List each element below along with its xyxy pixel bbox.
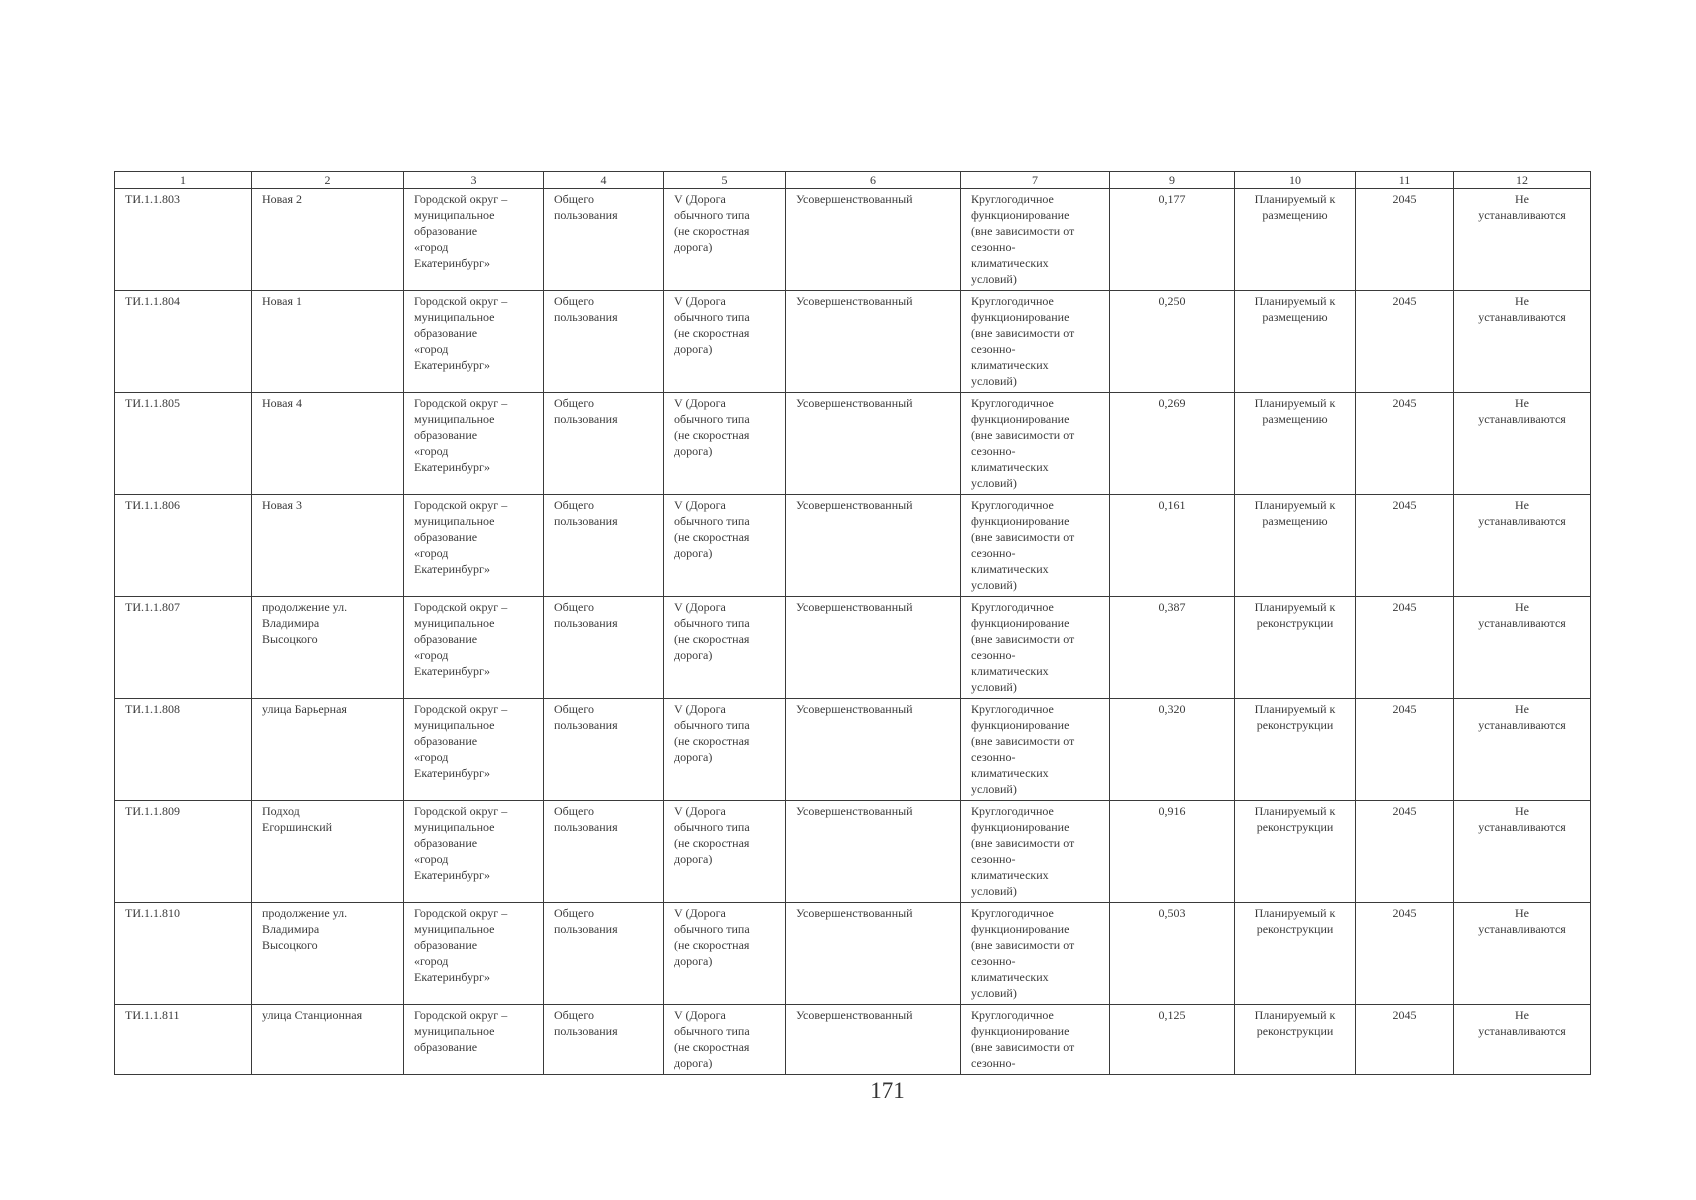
- cell-status-text: Планируемый к реконструкции: [1254, 906, 1336, 936]
- cell-road-name: [252, 291, 404, 393]
- cell-category: [664, 189, 786, 291]
- cell-road-name: [252, 495, 404, 597]
- column-header: 2: [252, 172, 404, 189]
- cell-length: [1110, 1005, 1235, 1075]
- cell-usage-text: Общего пользования: [554, 600, 618, 630]
- cell-object-id-text: ТИ.1.1.807: [125, 600, 180, 614]
- cell-road-name: [252, 597, 404, 699]
- cell-road-name-text: Новая 2: [262, 192, 303, 206]
- cell-object-id-text: ТИ.1.1.808: [125, 702, 180, 716]
- cell-length: [1110, 801, 1235, 903]
- cell-district: [404, 189, 544, 291]
- cell-year: [1356, 597, 1454, 699]
- cell-year: [1356, 291, 1454, 393]
- cell-usage-text: Общего пользования: [554, 804, 618, 834]
- table-row: [115, 291, 1591, 393]
- cell-usage: [544, 597, 664, 699]
- cell-year-text: 2045: [1392, 498, 1417, 512]
- cell-object-id: [115, 1005, 252, 1075]
- cell-year: [1356, 801, 1454, 903]
- cell-length-text: 0,916: [1158, 804, 1186, 818]
- cell-road-name: [252, 699, 404, 801]
- cell-length: [1110, 903, 1235, 1005]
- cell-object-id-text: ТИ.1.1.810: [125, 906, 180, 920]
- cell-operation: [961, 291, 1110, 393]
- cell-status: [1235, 699, 1356, 801]
- cell-district-text: Городской округ – муниципальное образование «город Екатеринбург»: [414, 804, 508, 882]
- cell-length-text: 0,250: [1158, 294, 1186, 308]
- cell-road-name: [252, 393, 404, 495]
- cell-year-text: 2045: [1392, 600, 1417, 614]
- cell-year-text: 2045: [1392, 804, 1417, 818]
- cell-usage-text: Общего пользования: [554, 294, 618, 324]
- cell-status-text: Планируемый к реконструкции: [1254, 702, 1336, 732]
- column-header: 1: [115, 172, 252, 189]
- road-table: [114, 171, 1591, 1075]
- cell-year: [1356, 393, 1454, 495]
- cell-year-text: 2045: [1392, 396, 1417, 410]
- cell-district-text: Городской округ – муниципальное образование «город Екатеринбург»: [414, 702, 508, 780]
- cell-usage-text: Общего пользования: [554, 1008, 618, 1038]
- cell-surface-text: Усовершенствованный: [796, 600, 913, 614]
- cell-status: [1235, 189, 1356, 291]
- cell-length-text: 0,387: [1158, 600, 1186, 614]
- cell-category-text: V (Дорога обычного типа (не скоростная дорога): [674, 702, 750, 764]
- cell-usage: [544, 1005, 664, 1075]
- cell-category-text: V (Дорога обычного типа (не скоростная дорога): [674, 396, 750, 458]
- cell-usage: [544, 393, 664, 495]
- column-header: 11: [1356, 172, 1454, 189]
- cell-year-text: 2045: [1392, 294, 1417, 308]
- column-header: 10: [1235, 172, 1356, 189]
- cell-operation-text: Круглогодичное функционирование (вне зависимости от сезонно- климатических условий): [971, 906, 1075, 1000]
- cell-district: [404, 903, 544, 1005]
- cell-usage: [544, 189, 664, 291]
- cell-operation: [961, 189, 1110, 291]
- column-header: 5: [664, 172, 786, 189]
- cell-length: [1110, 495, 1235, 597]
- cell-district-text: Городской округ – муниципальное образование: [414, 1008, 508, 1054]
- column-header: 3: [404, 172, 544, 189]
- table-row: [115, 189, 1591, 291]
- cell-operation: [961, 393, 1110, 495]
- table-body: [115, 189, 1591, 1075]
- cell-zones: [1454, 699, 1591, 801]
- cell-surface: [786, 495, 961, 597]
- cell-category-text: V (Дорога обычного типа (не скоростная дорога): [674, 498, 750, 560]
- cell-category: [664, 1005, 786, 1075]
- cell-year-text: 2045: [1392, 192, 1417, 206]
- column-header: 12: [1454, 172, 1591, 189]
- cell-road-name-text: продолжение ул. Владимира Высоцкого: [262, 600, 348, 646]
- cell-operation-text: Круглогодичное функционирование (вне зависимости от сезонно- климатических условий): [971, 396, 1075, 490]
- cell-operation-text: Круглогодичное функционирование (вне зависимости от сезонно- климатических условий): [971, 498, 1075, 592]
- cell-district: [404, 495, 544, 597]
- cell-status: [1235, 597, 1356, 699]
- cell-zones-text: Не устанавливаются: [1478, 600, 1566, 630]
- cell-surface: [786, 393, 961, 495]
- cell-object-id-text: ТИ.1.1.809: [125, 804, 180, 818]
- cell-object-id-text: ТИ.1.1.803: [125, 192, 180, 206]
- cell-status-text: Планируемый к размещению: [1254, 498, 1336, 528]
- cell-length-text: 0,177: [1158, 192, 1186, 206]
- cell-surface: [786, 597, 961, 699]
- cell-zones-text: Не устанавливаются: [1478, 702, 1566, 732]
- cell-object-id: [115, 597, 252, 699]
- cell-operation-text: Круглогодичное функционирование (вне зависимости от сезонно-: [971, 1008, 1075, 1070]
- cell-operation: [961, 495, 1110, 597]
- cell-surface-text: Усовершенствованный: [796, 192, 913, 206]
- cell-category: [664, 801, 786, 903]
- cell-status-text: Планируемый к реконструкции: [1254, 804, 1336, 834]
- column-header: 7: [961, 172, 1110, 189]
- cell-surface-text: Усовершенствованный: [796, 702, 913, 716]
- cell-year-text: 2045: [1392, 1008, 1417, 1022]
- cell-district-text: Городской округ – муниципальное образование «город Екатеринбург»: [414, 294, 508, 372]
- cell-zones-text: Не устанавливаются: [1478, 498, 1566, 528]
- cell-zones-text: Не устанавливаются: [1478, 804, 1566, 834]
- cell-object-id-text: ТИ.1.1.806: [125, 498, 180, 512]
- cell-category: [664, 597, 786, 699]
- cell-status-text: Планируемый к размещению: [1254, 396, 1336, 426]
- cell-category: [664, 699, 786, 801]
- table-row: [115, 393, 1591, 495]
- cell-year: [1356, 699, 1454, 801]
- cell-zones-text: Не устанавливаются: [1478, 294, 1566, 324]
- cell-road-name: [252, 1005, 404, 1075]
- cell-zones: [1454, 393, 1591, 495]
- cell-road-name-text: Подход Егоршинский: [262, 804, 333, 834]
- table-row: [115, 1005, 1591, 1075]
- cell-status: [1235, 1005, 1356, 1075]
- cell-year: [1356, 189, 1454, 291]
- cell-zones-text: Не устанавливаются: [1478, 192, 1566, 222]
- cell-operation-text: Круглогодичное функционирование (вне зависимости от сезонно- климатических условий): [971, 192, 1075, 286]
- cell-length: [1110, 699, 1235, 801]
- cell-zones: [1454, 903, 1591, 1005]
- cell-district: [404, 1005, 544, 1075]
- table-row: [115, 699, 1591, 801]
- cell-road-name-text: Новая 1: [262, 294, 303, 308]
- cell-category-text: V (Дорога обычного типа (не скоростная дорога): [674, 804, 750, 866]
- cell-usage-text: Общего пользования: [554, 396, 618, 426]
- cell-object-id-text: ТИ.1.1.804: [125, 294, 180, 308]
- cell-surface-text: Усовершенствованный: [796, 804, 913, 818]
- cell-object-id-text: ТИ.1.1.805: [125, 396, 180, 410]
- cell-zones-text: Не устанавливаются: [1478, 396, 1566, 426]
- cell-district-text: Городской округ – муниципальное образование «город Екатеринбург»: [414, 600, 508, 678]
- cell-district-text: Городской округ – муниципальное образование «город Екатеринбург»: [414, 396, 508, 474]
- cell-zones: [1454, 597, 1591, 699]
- cell-category-text: V (Дорога обычного типа (не скоростная дорога): [674, 906, 750, 968]
- cell-road-name: [252, 801, 404, 903]
- cell-operation-text: Круглогодичное функционирование (вне зависимости от сезонно- климатических условий): [971, 294, 1075, 388]
- cell-surface: [786, 291, 961, 393]
- cell-usage-text: Общего пользования: [554, 192, 618, 222]
- cell-surface-text: Усовершенствованный: [796, 906, 913, 920]
- cell-length-text: 0,125: [1158, 1008, 1186, 1022]
- cell-zones: [1454, 189, 1591, 291]
- cell-zones: [1454, 801, 1591, 903]
- cell-usage: [544, 291, 664, 393]
- cell-status: [1235, 291, 1356, 393]
- cell-year: [1356, 495, 1454, 597]
- cell-surface: [786, 189, 961, 291]
- cell-object-id-text: ТИ.1.1.811: [125, 1008, 180, 1022]
- cell-length-text: 0,269: [1158, 396, 1186, 410]
- cell-length-text: 0,161: [1158, 498, 1186, 512]
- cell-status: [1235, 495, 1356, 597]
- cell-district: [404, 597, 544, 699]
- cell-usage: [544, 495, 664, 597]
- cell-status: [1235, 801, 1356, 903]
- cell-road-name-text: улица Станционная: [262, 1008, 363, 1022]
- cell-operation: [961, 699, 1110, 801]
- cell-operation-text: Круглогодичное функционирование (вне зависимости от сезонно- климатических условий): [971, 600, 1075, 694]
- cell-usage: [544, 699, 664, 801]
- cell-district-text: Городской округ – муниципальное образование «город Екатеринбург»: [414, 192, 508, 270]
- cell-surface: [786, 1005, 961, 1075]
- cell-usage-text: Общего пользования: [554, 906, 618, 936]
- cell-district: [404, 801, 544, 903]
- cell-district: [404, 699, 544, 801]
- cell-district: [404, 393, 544, 495]
- cell-status: [1235, 393, 1356, 495]
- cell-category-text: V (Дорога обычного типа (не скоростная дорога): [674, 600, 750, 662]
- cell-length: [1110, 393, 1235, 495]
- cell-category: [664, 291, 786, 393]
- cell-status-text: Планируемый к реконструкции: [1254, 600, 1336, 630]
- cell-road-name: [252, 189, 404, 291]
- cell-year-text: 2045: [1392, 906, 1417, 920]
- cell-zones: [1454, 495, 1591, 597]
- cell-surface-text: Усовершенствованный: [796, 498, 913, 512]
- cell-operation: [961, 1005, 1110, 1075]
- column-header: 4: [544, 172, 664, 189]
- cell-object-id: [115, 801, 252, 903]
- cell-zones: [1454, 1005, 1591, 1075]
- header-row: [115, 172, 1591, 189]
- cell-surface: [786, 903, 961, 1005]
- cell-usage: [544, 801, 664, 903]
- cell-year-text: 2045: [1392, 702, 1417, 716]
- cell-status: [1235, 903, 1356, 1005]
- cell-length-text: 0,320: [1158, 702, 1186, 716]
- cell-usage-text: Общего пользования: [554, 498, 618, 528]
- cell-status-text: Планируемый к размещению: [1254, 294, 1336, 324]
- cell-object-id: [115, 495, 252, 597]
- cell-status-text: Планируемый к размещению: [1254, 192, 1336, 222]
- cell-operation: [961, 903, 1110, 1005]
- cell-length-text: 0,503: [1158, 906, 1186, 920]
- cell-category-text: V (Дорога обычного типа (не скоростная дорога): [674, 1008, 750, 1070]
- cell-length: [1110, 291, 1235, 393]
- cell-surface-text: Усовершенствованный: [796, 294, 913, 308]
- cell-usage: [544, 903, 664, 1005]
- cell-zones-text: Не устанавливаются: [1478, 1008, 1566, 1038]
- column-header: 9: [1110, 172, 1235, 189]
- cell-year: [1356, 903, 1454, 1005]
- cell-object-id: [115, 291, 252, 393]
- cell-surface: [786, 699, 961, 801]
- page-number: 171: [870, 1078, 905, 1103]
- table-row: [115, 801, 1591, 903]
- cell-length: [1110, 189, 1235, 291]
- cell-surface-text: Усовершенствованный: [796, 1008, 913, 1022]
- cell-zones: [1454, 291, 1591, 393]
- cell-usage-text: Общего пользования: [554, 702, 618, 732]
- cell-category-text: V (Дорога обычного типа (не скоростная дорога): [674, 294, 750, 356]
- cell-operation-text: Круглогодичное функционирование (вне зависимости от сезонно- климатических условий): [971, 702, 1075, 796]
- cell-district-text: Городской округ – муниципальное образование «город Екатеринбург»: [414, 498, 508, 576]
- table-row: [115, 495, 1591, 597]
- cell-category: [664, 495, 786, 597]
- cell-operation-text: Круглогодичное функционирование (вне зависимости от сезонно- климатических условий): [971, 804, 1075, 898]
- cell-road-name: [252, 903, 404, 1005]
- cell-length: [1110, 597, 1235, 699]
- cell-district: [404, 291, 544, 393]
- column-header: 6: [786, 172, 961, 189]
- cell-road-name-text: улица Барьерная: [262, 702, 347, 716]
- cell-category: [664, 903, 786, 1005]
- table-row: [115, 597, 1591, 699]
- cell-district-text: Городской округ – муниципальное образование «город Екатеринбург»: [414, 906, 508, 984]
- cell-object-id: [115, 393, 252, 495]
- cell-object-id: [115, 903, 252, 1005]
- cell-road-name-text: Новая 4: [262, 396, 303, 410]
- cell-zones-text: Не устанавливаются: [1478, 906, 1566, 936]
- cell-road-name-text: продолжение ул. Владимира Высоцкого: [262, 906, 348, 952]
- cell-category-text: V (Дорога обычного типа (не скоростная дорога): [674, 192, 750, 254]
- table-row: [115, 903, 1591, 1005]
- cell-category: [664, 393, 786, 495]
- cell-object-id: [115, 699, 252, 801]
- cell-road-name-text: Новая 3: [262, 498, 303, 512]
- cell-year: [1356, 1005, 1454, 1075]
- cell-operation: [961, 597, 1110, 699]
- cell-surface: [786, 801, 961, 903]
- cell-object-id: [115, 189, 252, 291]
- cell-surface-text: Усовершенствованный: [796, 396, 913, 410]
- cell-status-text: Планируемый к реконструкции: [1254, 1008, 1336, 1038]
- cell-operation: [961, 801, 1110, 903]
